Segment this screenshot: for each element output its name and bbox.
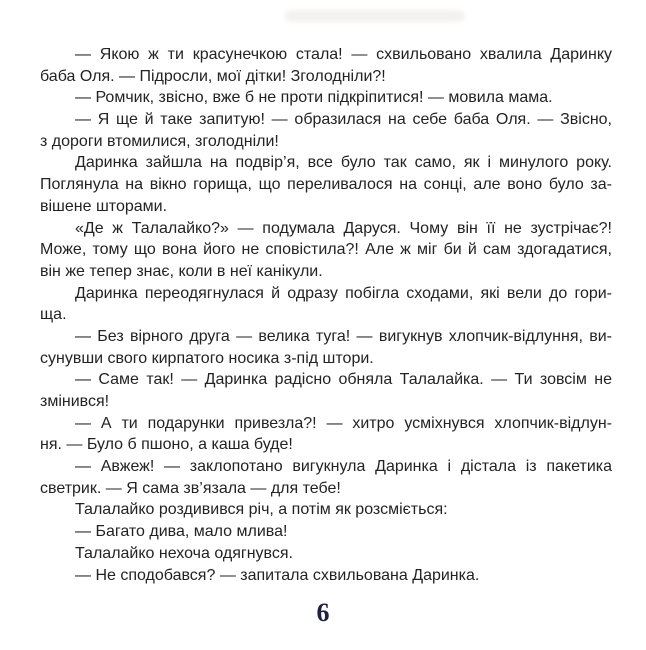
paragraph: [40, 413, 612, 456]
paragraph: [40, 283, 612, 326]
text-line: Може, тому що вона його не сповістила?! Але ж міг би й сам здогадатися,: [40, 241, 612, 259]
paragraph: [40, 521, 612, 543]
text-line: вішене шторами.: [40, 197, 168, 215]
paragraph: [40, 499, 612, 521]
paragraph: [40, 565, 612, 587]
paragraph: [40, 152, 612, 217]
paragraph: [40, 326, 612, 369]
text-line: светрик. — Я сама зв’язала — для тебе!: [40, 479, 341, 497]
page-number: 6: [316, 598, 330, 627]
text-line: «Де ж Талалайко?» — подумала Даруся. Чому він її не зустрічає?!: [75, 219, 612, 237]
paragraph: [40, 218, 612, 283]
text-line: баба Оля. — Підросли, мої дітки! Зголодніли?!: [40, 67, 386, 85]
text-line: сунувши свого кирпатого носика з-під штори.: [40, 349, 374, 367]
text-line: — Не сподобався? — запитала схвильована Даринка.: [75, 566, 480, 584]
paragraph: [40, 87, 612, 109]
text-line: ня. — Було б пшоно, а каша буде!: [40, 436, 293, 454]
text-line: — Авжеж! — заклопотано вигукнула Даринка і дістала із пакетика: [75, 458, 612, 476]
text-line: — Саме так! — Даринка радісно обняла Талалайка. — Ти зовсім не: [75, 371, 612, 389]
text-line: — Я ще й таке запитую! — образилася на себе баба Оля. — Звісно,: [75, 111, 612, 129]
paragraph: [40, 44, 612, 87]
paragraph: [40, 109, 612, 152]
scan-smudge: [285, 10, 465, 22]
text-line: — Ромчик, звісно, вже б не проти підкріпитися! — мовила мама.: [75, 89, 553, 107]
text-line: він же тепер знає, коли в неї канікули.: [40, 262, 323, 280]
text-line: з дороги втомилися, зголодніли!: [40, 132, 279, 150]
text-line: змінився!: [40, 393, 110, 410]
text-line: — Без вірного друга — велика туга! — вигукнув хлопчик-відлуння, ви-: [75, 327, 612, 345]
text-line: — А ти подарунки привезла?! — хитро усміхнувся хлопчик-відлун-: [75, 414, 612, 432]
paragraph: [40, 369, 612, 412]
text-line: Даринка переодягнулася й одразу побігла сходами, які вели до гори-: [75, 284, 612, 302]
text-line: ща.: [40, 306, 67, 324]
text-line: Талалайко роздивився річ, а потім як розсміється:: [75, 501, 448, 519]
paragraph: [40, 456, 612, 499]
page-text: [40, 44, 612, 586]
text-line: Поглянула на вікно горища, що переливалося на сонці, але воно було за-: [40, 176, 612, 194]
text-line: Талалайко нехоча одягнувся.: [75, 544, 293, 562]
text-line: Даринка зайшла на подвір’я, все було так само, як і минулого року.: [75, 154, 612, 172]
paragraph: [40, 543, 612, 565]
text-line: — Багато дива, мало млива!: [75, 523, 288, 541]
text-line: — Якою ж ти красунечкою стала! — схвильовано хвалила Даринку: [75, 46, 612, 63]
